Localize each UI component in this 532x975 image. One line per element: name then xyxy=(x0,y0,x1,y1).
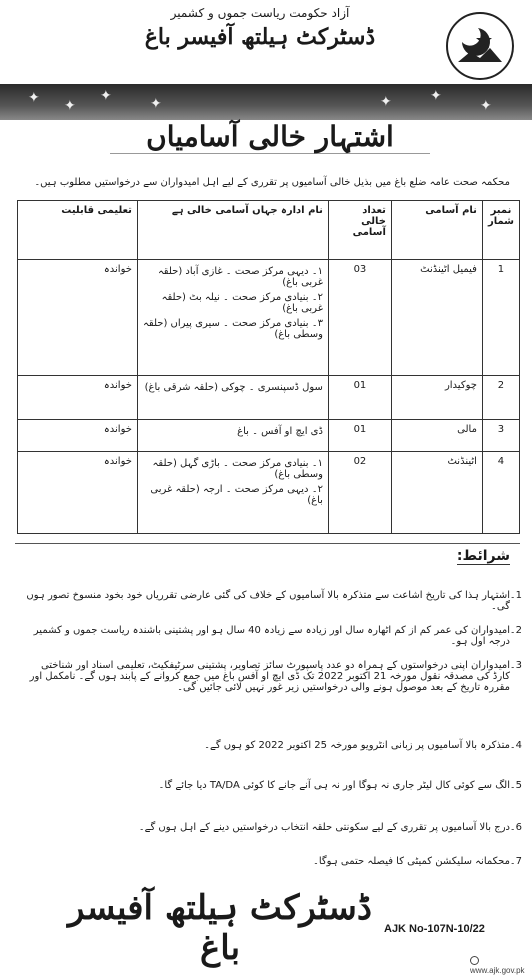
condition-text: اشتہار ہذا کی تاریخ اشاعت سے متذکرہ بالا آسامیوں کے خلاف کی گئی عارضی تقرریاں خود بخود منسوخ تصور ہوں گی۔ xyxy=(26,590,510,612)
star-icon: ✦ xyxy=(100,88,112,104)
condition-number: 2۔ xyxy=(509,625,522,636)
row-serial: 2 xyxy=(482,376,519,420)
row-qualification: خواندہ xyxy=(18,420,138,452)
row-institution xyxy=(137,420,328,452)
condition-item xyxy=(22,740,522,751)
place-item: ۱۔ بنیادی مرکز صحت ۔ باڑی گہل (حلقہ وسطی باغ) xyxy=(152,458,323,480)
star-icon: ✦ xyxy=(430,88,442,104)
globe-icon xyxy=(470,956,479,965)
star-icon: ✦ xyxy=(64,98,76,114)
table-row xyxy=(18,376,520,420)
table-row xyxy=(18,260,520,376)
condition-text: متذکرہ بالا آسامیوں پر زبانی انٹرویو مورخہ 25 اکتوبر 2022 کو ہوں گے۔ xyxy=(204,740,510,751)
condition-text: الگ سے کوئی کال لیٹر جاری نہ ہوگا اور نہ ہی آنے جانے کا کوئی TA/DA دیا جائے گا۔ xyxy=(158,780,510,791)
condition-item xyxy=(22,780,522,791)
office-name: ڈسٹرکٹ ہیلتھ آفیسر باغ xyxy=(144,24,376,50)
condition-item xyxy=(22,625,522,647)
row-quantity: 02 xyxy=(328,452,391,534)
star-icon: ✦ xyxy=(150,96,162,112)
divider xyxy=(15,543,520,544)
table-row xyxy=(18,452,520,534)
intro-text: محکمہ صحت عامہ ضلع باغ میں بذیل خالی آسامیوں پر تقرری کے لیے اہل امیدواران سے درخواستیں مطلوب ہیں۔ xyxy=(34,177,510,188)
place-item: ڈی ایچ او آفس ۔ باغ xyxy=(237,426,323,437)
website-text: www.ajk.gov.pk xyxy=(470,966,525,975)
condition-number: 3۔ xyxy=(509,660,522,671)
government-name: آزاد حکومت ریاست جموں و کشمیر xyxy=(170,6,350,20)
ajk-emblem-icon xyxy=(446,12,514,80)
place-item: ۲۔ بنیادی مرکز صحت ۔ نیلہ بٹ (حلقہ غربی باغ) xyxy=(161,292,323,314)
condition-number: 6۔ xyxy=(509,822,522,833)
row-quantity: 01 xyxy=(328,376,391,420)
row-post: چوکیدار xyxy=(391,376,482,420)
vacancies-table xyxy=(17,200,520,534)
row-post: اٹینڈنٹ xyxy=(391,452,482,534)
signature: ڈسٹرکٹ ہیلتھ آفیسر باغ xyxy=(67,888,373,968)
table-header-row xyxy=(18,201,520,260)
table-row xyxy=(18,420,520,452)
website xyxy=(470,956,532,975)
place-item: سول ڈسپنسری ۔ چوکی (حلقہ شرقی باغ) xyxy=(144,382,323,393)
header-post: نام آسامی xyxy=(391,201,482,260)
header-quantity: تعداد خالی آسامی xyxy=(328,201,391,260)
condition-text: محکمانہ سلیکشن کمیٹی کا فیصلہ حتمی ہوگا۔ xyxy=(312,856,510,867)
condition-text: درج بالا آسامیوں پر تقرری کے لیے سکونتی حلقہ انتخاب درخواستیں دینے کے اہل ہوں گے۔ xyxy=(138,822,510,833)
row-post: فیمیل اٹینڈنٹ xyxy=(391,260,482,376)
place-item: ۳۔ بنیادی مرکز صحت ۔ سیری پیراں (حلقہ وسطی باغ) xyxy=(143,318,323,340)
page-title: اشتہار خالی آسامیاں xyxy=(110,120,430,154)
header xyxy=(0,0,532,88)
header-qualification: تعلیمی قابلیت xyxy=(18,201,138,260)
header-serial: نمبر شمار xyxy=(482,201,519,260)
row-qualification: خواندہ xyxy=(18,260,138,376)
row-institution xyxy=(137,376,328,420)
decorative-band xyxy=(0,84,532,120)
star-icon: ✦ xyxy=(380,94,392,110)
star-icon: ✦ xyxy=(28,90,40,106)
row-serial: 1 xyxy=(482,260,519,376)
row-institution xyxy=(137,260,328,376)
star-icon: ✦ xyxy=(480,98,492,114)
row-serial: 3 xyxy=(482,420,519,452)
condition-item xyxy=(22,822,522,833)
condition-number: 7۔ xyxy=(509,856,522,867)
condition-text: امیدواران کی عمر کم از کم اٹھارہ سال اور زیادہ سے زیادہ 40 سال ہو اور پشتینی باشندہ ریاست جموں و کشمیر درجہ اول ہو۔ xyxy=(33,625,510,647)
condition-number: 4۔ xyxy=(509,740,522,751)
row-institution xyxy=(137,452,328,534)
row-serial: 4 xyxy=(482,452,519,534)
conditions-title: شرائط: xyxy=(456,548,510,564)
header-institution: نام ادارہ جہاں آسامی خالی ہے xyxy=(137,201,328,260)
reference-number: AJK No-107N-10/22 xyxy=(384,923,485,935)
row-post: مالی xyxy=(391,420,482,452)
condition-item xyxy=(22,856,522,867)
row-qualification: خواندہ xyxy=(18,376,138,420)
condition-text: امیدواران اپنی درخواستوں کے ہمراہ دو عدد پاسپورٹ سائز تصاویر، پشتینی سرٹیفکیٹ، تعلیمی اسناد اور شناختی کارڈ کی مصدقہ نقول مورخہ 21 اکتوبر 2022 تک ڈی ایچ او آفس باغ میں جمع کروانے کے پابند ہوں گے۔ نامکمل اور مقررہ تاریخ کے بعد موصول ہونے والی درخواستیں زیر غور نہیں لائی جائیں گی۔ xyxy=(29,660,510,693)
row-quantity: 03 xyxy=(328,260,391,376)
place-item: ۲۔ دیہی مرکز صحت ۔ ارجہ (حلقہ غربی باغ) xyxy=(150,484,323,506)
place-item: ۱۔ دیہی مرکز صحت ۔ غازی آباد (حلقہ غربی باغ) xyxy=(157,266,323,288)
condition-item xyxy=(22,660,522,693)
condition-item xyxy=(22,590,522,612)
row-quantity: 01 xyxy=(328,420,391,452)
row-qualification: خواندہ xyxy=(18,452,138,534)
condition-number: 1۔ xyxy=(509,590,522,601)
condition-number: 5۔ xyxy=(509,780,522,791)
